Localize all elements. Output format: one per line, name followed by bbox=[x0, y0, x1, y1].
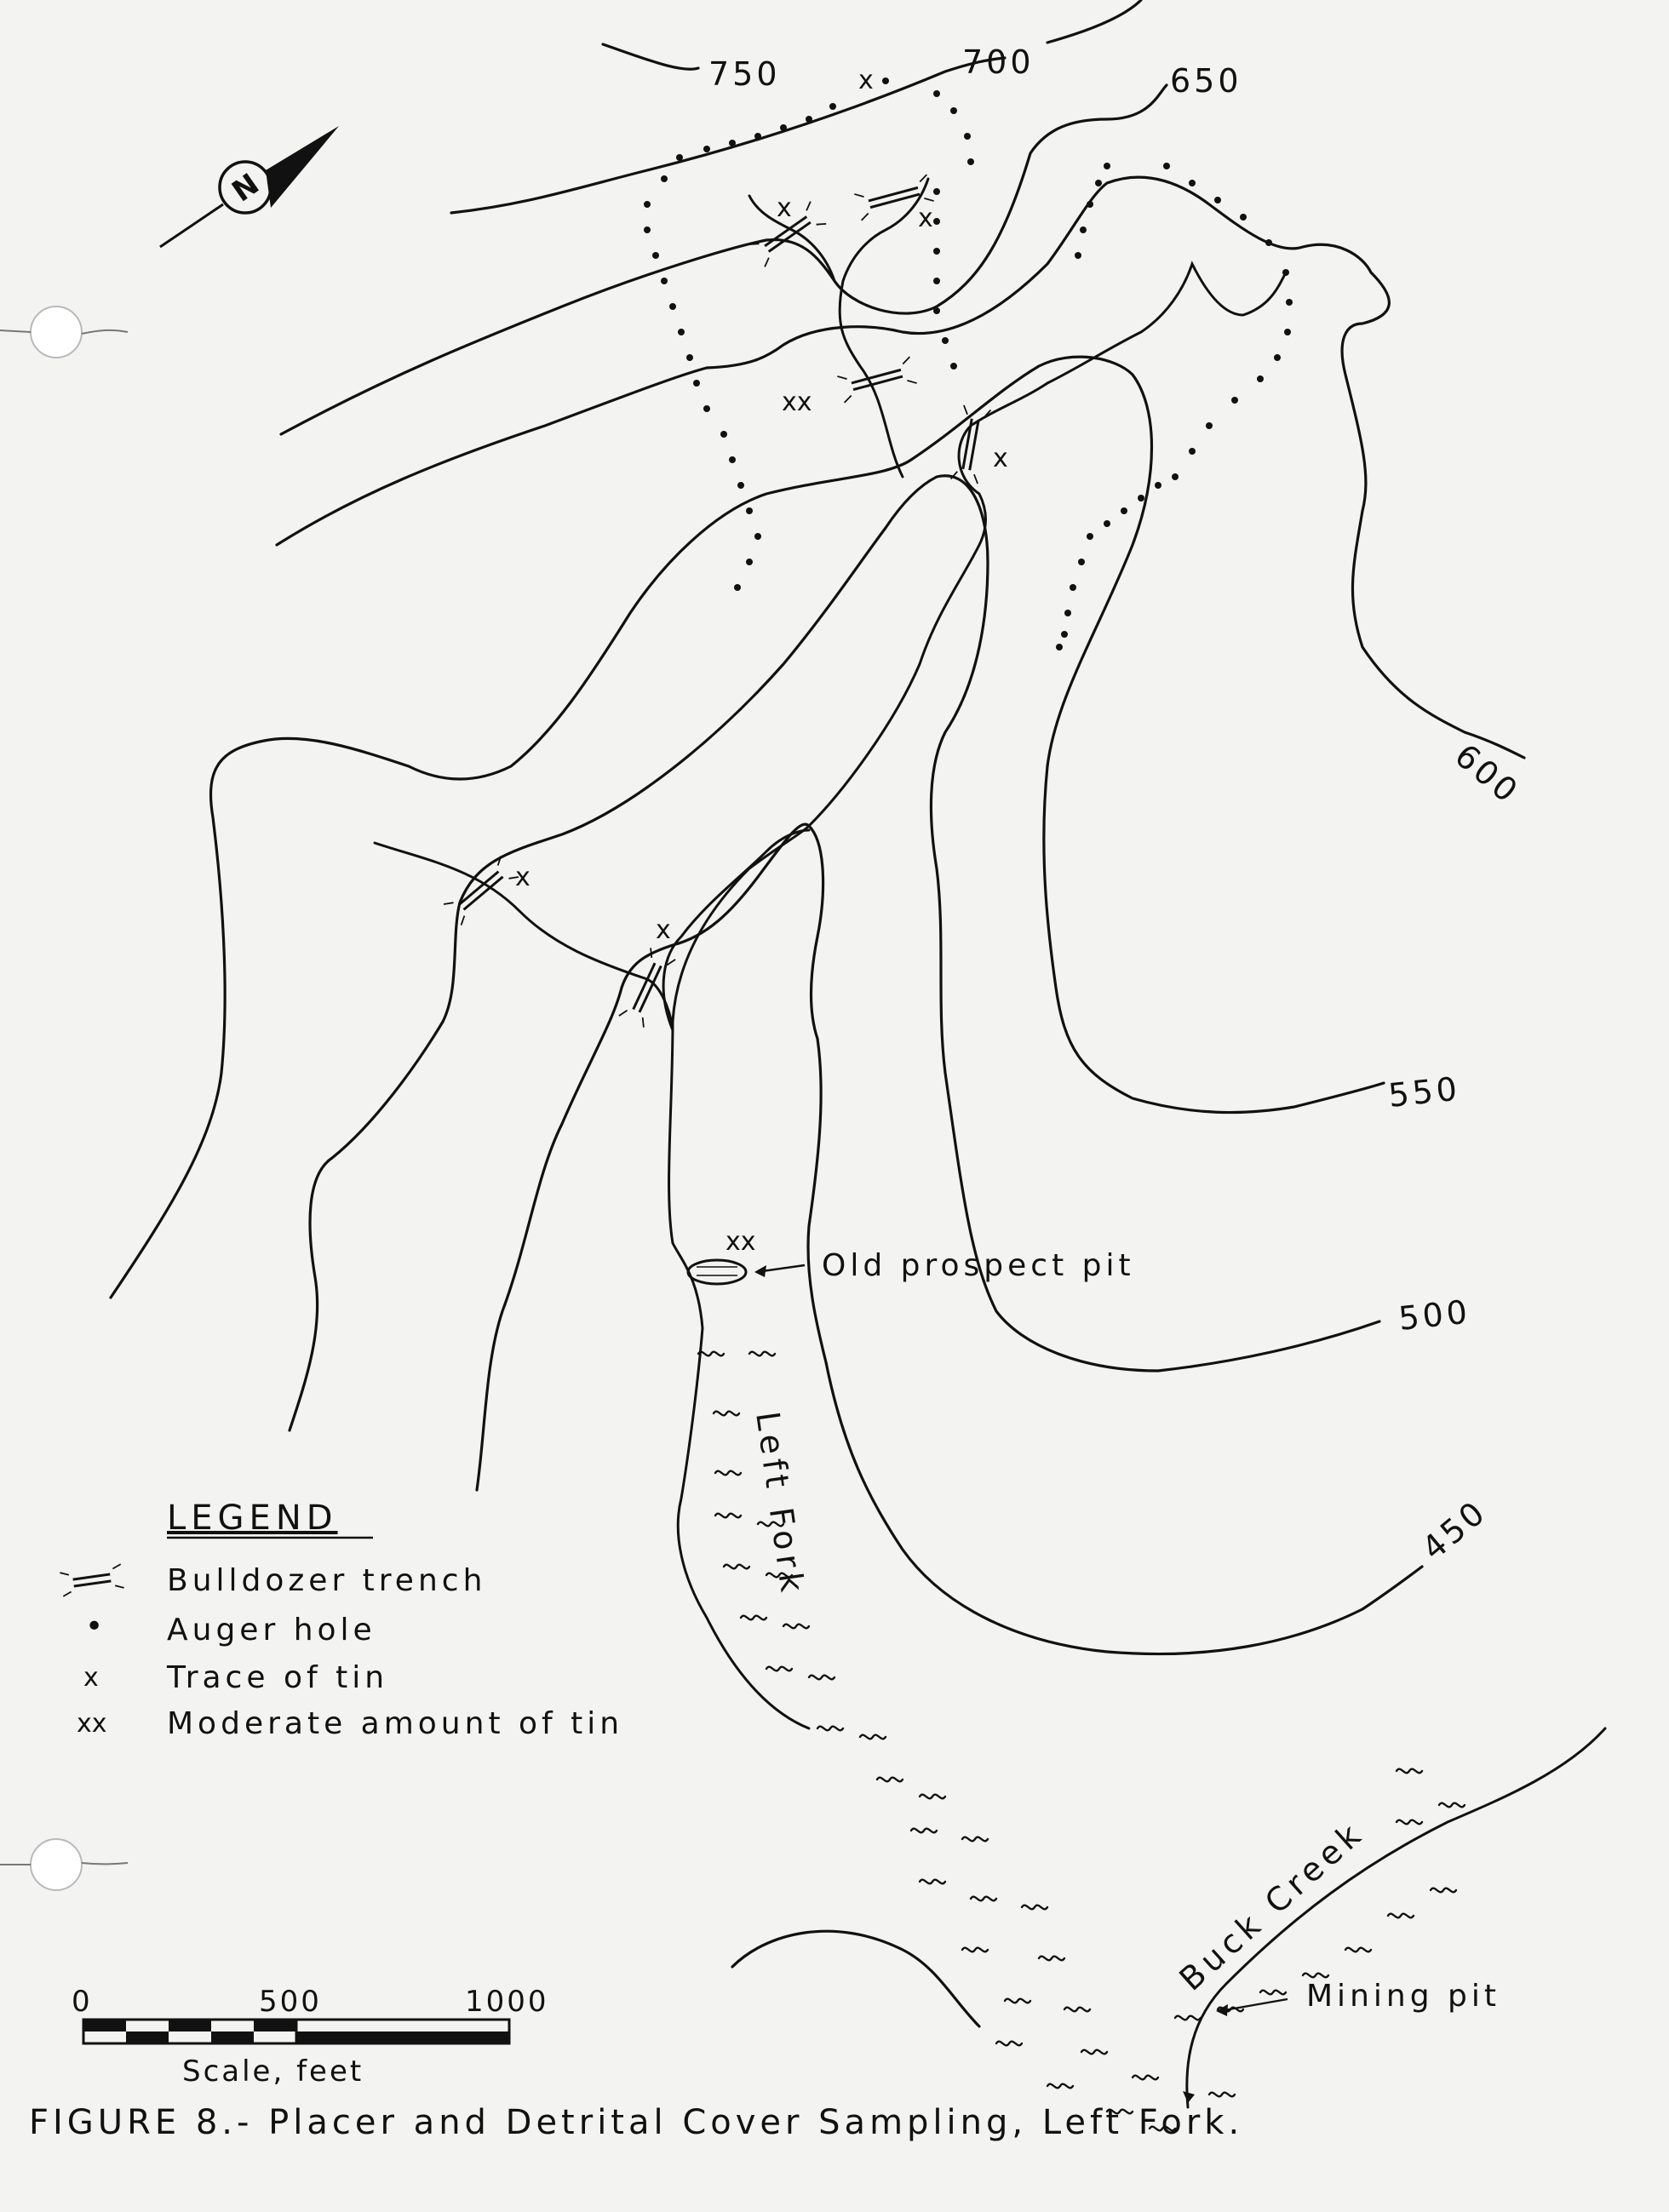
contour-label-700: 700 bbox=[962, 43, 1035, 81]
contour-label-650: 650 bbox=[1170, 62, 1242, 100]
mining-pit-label: Mining pit bbox=[1306, 1979, 1500, 2014]
scale-tick-1000: 1000 bbox=[465, 1985, 549, 2019]
contour-label-550: 550 bbox=[1386, 1069, 1463, 1115]
figure-caption: FIGURE 8.- Placer and Detrital Cover Sampling, Left Fork. bbox=[29, 2103, 1244, 2142]
prospect-pit-label: Old prospect pit bbox=[822, 1248, 1135, 1283]
tin-markers bbox=[515, 66, 1008, 1257]
north-arrow bbox=[160, 126, 339, 247]
map-trenches bbox=[444, 175, 990, 1027]
contour-label-450: 450 bbox=[1414, 1492, 1494, 1567]
scale-tick-0: 0 bbox=[72, 1985, 93, 2019]
left-fork-label: Left Fork bbox=[748, 1409, 812, 1600]
moderate-marker: xx bbox=[726, 1227, 756, 1257]
legend-label-trace: Trace of tin bbox=[167, 1660, 389, 1695]
contour-700-right bbox=[1047, 0, 1141, 43]
scale-bar bbox=[72, 1985, 549, 2089]
stream-junction-arrow bbox=[1183, 2091, 1195, 2103]
trace-marker: x bbox=[858, 66, 874, 95]
contour-label-600: 600 bbox=[1448, 736, 1528, 812]
mining-pit bbox=[1183, 1979, 1500, 2103]
legend-symbol-moderate: xx bbox=[77, 1709, 107, 1739]
scale-label: Scale, feet bbox=[182, 2054, 364, 2089]
scale-tick-500: 500 bbox=[259, 1985, 322, 2019]
north-arrow-letter: N bbox=[226, 167, 266, 209]
legend-label-auger: Auger hole bbox=[167, 1613, 376, 1648]
contour-750 bbox=[603, 44, 698, 69]
trace-marker: x bbox=[656, 915, 671, 945]
moderate-marker: xx bbox=[782, 387, 812, 417]
contour-650 bbox=[281, 85, 1167, 434]
west-tributary-lower bbox=[663, 830, 809, 1030]
trace-marker: x bbox=[777, 193, 792, 223]
contour-600 bbox=[277, 177, 1524, 758]
upper-drainage-main bbox=[809, 264, 1286, 826]
contour-500 bbox=[290, 476, 1379, 1430]
marsh-symbols bbox=[698, 1352, 1465, 2131]
legend-title: LEGEND bbox=[167, 1499, 338, 1538]
contour-400 bbox=[732, 1931, 979, 2026]
binder-hole-top bbox=[31, 307, 82, 358]
trace-marker: x bbox=[993, 444, 1008, 473]
trench-5 bbox=[444, 856, 519, 925]
legend-symbol-trace: x bbox=[83, 1663, 99, 1693]
contour-label-500: 500 bbox=[1397, 1292, 1473, 1338]
binder-hole-bottom bbox=[31, 1839, 82, 1890]
contour-550 bbox=[111, 357, 1384, 1298]
trace-marker: x bbox=[918, 203, 933, 233]
binder-holes bbox=[0, 307, 128, 1890]
legend-symbol-trench bbox=[60, 1564, 123, 1596]
buck-creek-label: Buck Creek bbox=[1172, 1813, 1372, 1998]
north-branch-left bbox=[749, 196, 834, 281]
streams bbox=[375, 179, 1605, 2107]
contour-label-750: 750 bbox=[708, 55, 781, 93]
legend-label-moderate: Moderate amount of tin bbox=[167, 1706, 624, 1741]
legend-label-trench: Bulldozer trench bbox=[167, 1563, 487, 1598]
prospect-pit-symbol bbox=[688, 1260, 746, 1284]
trace-marker: x bbox=[515, 862, 531, 892]
contour-450 bbox=[477, 824, 1422, 1653]
legend bbox=[60, 1499, 623, 1741]
legend-symbol-auger: • bbox=[85, 1609, 108, 1644]
